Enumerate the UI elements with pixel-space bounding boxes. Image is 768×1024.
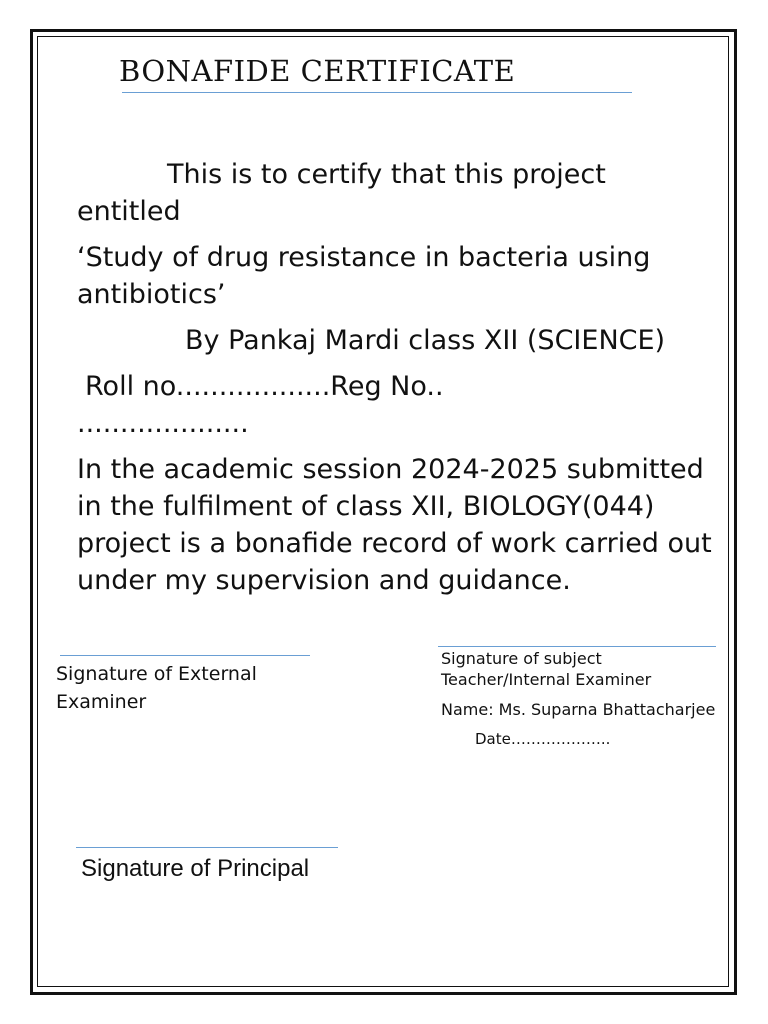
external-signature-line (60, 655, 310, 656)
certificate-body (77, 156, 717, 662)
principal-signature: Signature of Principal (81, 855, 310, 882)
teacher-name: Name: Ms. Suparna Bhattacharjee (441, 700, 716, 719)
teacher-signature-block (441, 648, 721, 750)
student-line: By Pankaj Mardi class XII (SCIENCE) (185, 325, 666, 356)
teacher-signature-label: Signature of subject Teacher/Internal Examiner (441, 649, 652, 689)
certificate-title: BONAFIDE CERTIFICATE (119, 54, 516, 88)
roll-reg-label: Roll no..................Reg No.. (85, 371, 444, 402)
date-field: Date……………….. (475, 730, 611, 748)
teacher-signature-line (438, 646, 716, 647)
principal-signature-line (76, 847, 338, 848)
intro-text: This is to certify that this project entitled (77, 159, 606, 227)
session-text: In the academic session 2024-2025 submitted in the fulfilment of class XII, BIOLOGY(044) project is a bonafide record of work carried out under my supervision and guidance. (77, 454, 712, 596)
roll-reg-line (77, 368, 717, 442)
title-underline (122, 92, 632, 93)
external-examiner-signature: Signature of External Examiner (56, 660, 336, 716)
project-title: ‘Study of drug resistance in bacteria using antibiotics’ (77, 242, 651, 310)
reg-dots: .................... (77, 408, 249, 439)
